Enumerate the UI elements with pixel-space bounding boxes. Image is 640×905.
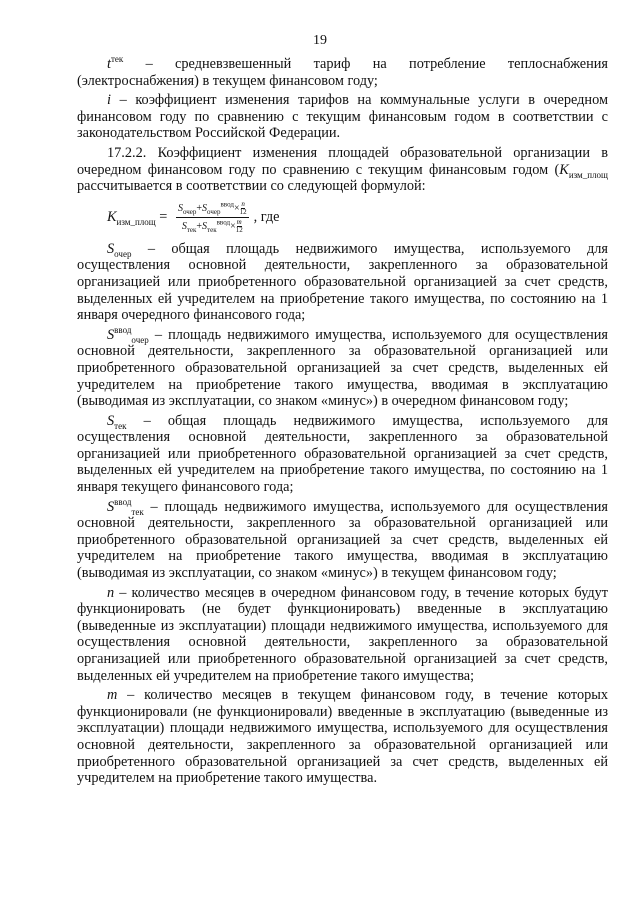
num-s2: S xyxy=(202,203,208,215)
symbol-sub: тек xyxy=(131,506,144,517)
num-s-sub: очер xyxy=(182,208,197,217)
symbol-sup: ввод xyxy=(114,496,132,507)
symbol-s: S xyxy=(107,240,115,257)
formula-equals: = xyxy=(155,209,171,226)
symbol-sub: тек xyxy=(114,420,127,431)
symbol-t: t xyxy=(107,56,111,72)
paragraph-17-2-2 xyxy=(77,145,608,195)
den-s2-sup: ввод xyxy=(216,218,231,227)
symbol-sup: тек xyxy=(110,54,124,65)
paragraph-m xyxy=(77,687,608,787)
paragraph-text: – площадь недвижимого имущества, используемого для осуществления основной деятельности, закрепленного за образовательной организацией или приобретенного образовательной организацией за счет средств, выделенных ей учредителем на приобретение такого имущества, вводимая в эксплуатацию (выводимая из эксплуатации, со знаком «минус») в очередном финансовом году; xyxy=(77,326,608,410)
den-plus: + xyxy=(196,221,203,233)
symbol-sub: очер xyxy=(131,334,149,345)
num-s2-sup: ввод xyxy=(220,200,234,209)
symbol-sub: очер xyxy=(114,248,132,259)
paragraph-text: – коэффициент изменения тарифов на коммунальные услуги в очередном финансовом году по сравнению с текущим финансовым годом в соответствии с законодательством Российской Федерации. xyxy=(77,92,608,142)
symbol-sup: ввод xyxy=(114,324,132,335)
paragraph-s-vvod-ocher xyxy=(77,324,608,410)
formula-denominator xyxy=(180,218,245,234)
den-s2-sub: тек xyxy=(207,226,217,235)
symbol-i: i xyxy=(107,92,111,109)
paragraph-s-tek xyxy=(77,413,608,496)
paragraph-text: – количество месяцев в текущем финансовом году, в течение которых функционировали (не функционировали) введенные в эксплуатацию (выведенные из эксплуатации) площади недвижимого имущества, используемого для осуществления основной деятельности, закрепленного за образовательной организацией или приобретенного образовательной организацией за счет средств, выделенных ей учредителем на приобретение такого имущества. xyxy=(77,687,608,787)
page-number: 19 xyxy=(313,33,327,48)
num-times: × xyxy=(233,203,240,215)
formula-lhs-sub: изм_площ xyxy=(116,217,156,228)
symbol-k: K xyxy=(559,161,569,178)
den-small-fraction xyxy=(236,219,243,234)
symbol-s: S xyxy=(107,326,115,343)
num-plus: + xyxy=(196,203,203,215)
den-times: × xyxy=(230,221,236,233)
paragraph-text: – площадь недвижимого имущества, используемого для осуществления основной деятельности, закрепленного за образовательной организацией или приобретенного образовательной организацией за счет средств, выделенных ей учредителем на приобретение такого имущества, вводимая в эксплуатацию (выводимая из эксплуатации, со знаком «минус») в текущем финансовом году; xyxy=(77,498,608,582)
paragraph-text: – средневзвешенный тариф на потребление теплоснабжения (электроснабжения) в текущем финансовом году; xyxy=(77,56,608,89)
formula-numerator xyxy=(176,201,249,218)
den-s-sub: тек xyxy=(186,226,197,235)
den-frac-top: m xyxy=(236,218,242,227)
den-s: S xyxy=(181,221,187,233)
document-body xyxy=(77,56,608,787)
paragraph-i xyxy=(77,92,608,142)
num-s2-sub: очер xyxy=(207,208,221,217)
formula-k-izm-plosh xyxy=(107,197,608,239)
paragraph-s-vvod-tek xyxy=(77,496,608,582)
den-frac-bot: 12 xyxy=(235,226,243,235)
num-s: S xyxy=(177,203,183,215)
paragraph-s-ocher xyxy=(77,241,608,324)
num-frac-bot: 12 xyxy=(239,208,247,217)
formula-tail: , где xyxy=(253,209,280,226)
paragraph-t-tek xyxy=(77,56,608,89)
paragraph-text: 17.2.2. Коэффициент изменения площадей образовательной организации в очередном финансовом году по сравнению с текущим финансовым годом ( xyxy=(77,144,608,178)
formula-lhs: K xyxy=(107,209,117,226)
paragraph-text: – количество месяцев в очередном финансовом году, в течение которых будут функционировать (не будет функционировать) введенные в эксплуатацию (выведенные из эксплуатации) площади недвижимого имущества, используемого для осуществления основной деятельности, закрепленного за образовательной организацией или приобретенного образовательной организацией за счет средств, выделенных ей учредителем на приобретение такого имущества; xyxy=(77,584,608,684)
paragraph-text: – общая площадь недвижимого имущества, используемого для осуществления основной деятельности, закрепленного за образовательной организацией или приобретенного образовательной организацией за счет средств, выделенных ей учредителем на приобретение такого имущества, по состоянию на 1 января текущего финансового года; xyxy=(77,412,608,496)
paragraph-text: – общая площадь недвижимого имущества, используемого для осуществления основной деятельности, закрепленного за образовательной организацией или приобретенного образовательной организацией за счет средств, выделенных ей учредителем на приобретение такого имущества, по состоянию на 1 января очередного финансового года; xyxy=(77,240,608,324)
den-s2: S xyxy=(202,221,208,233)
symbol-s: S xyxy=(107,412,115,429)
symbol-s: S xyxy=(107,498,115,515)
paragraph-text-2: рассчитывается в соответствии со следующей формулой: xyxy=(77,178,426,195)
num-small-fraction xyxy=(240,201,247,216)
paragraph-n xyxy=(77,585,608,685)
symbol-sub: изм_площ xyxy=(568,169,608,180)
num-frac-top: n xyxy=(241,200,245,209)
symbol-n: n xyxy=(107,584,115,601)
formula-fraction xyxy=(176,201,249,234)
symbol-m: m xyxy=(107,687,118,704)
